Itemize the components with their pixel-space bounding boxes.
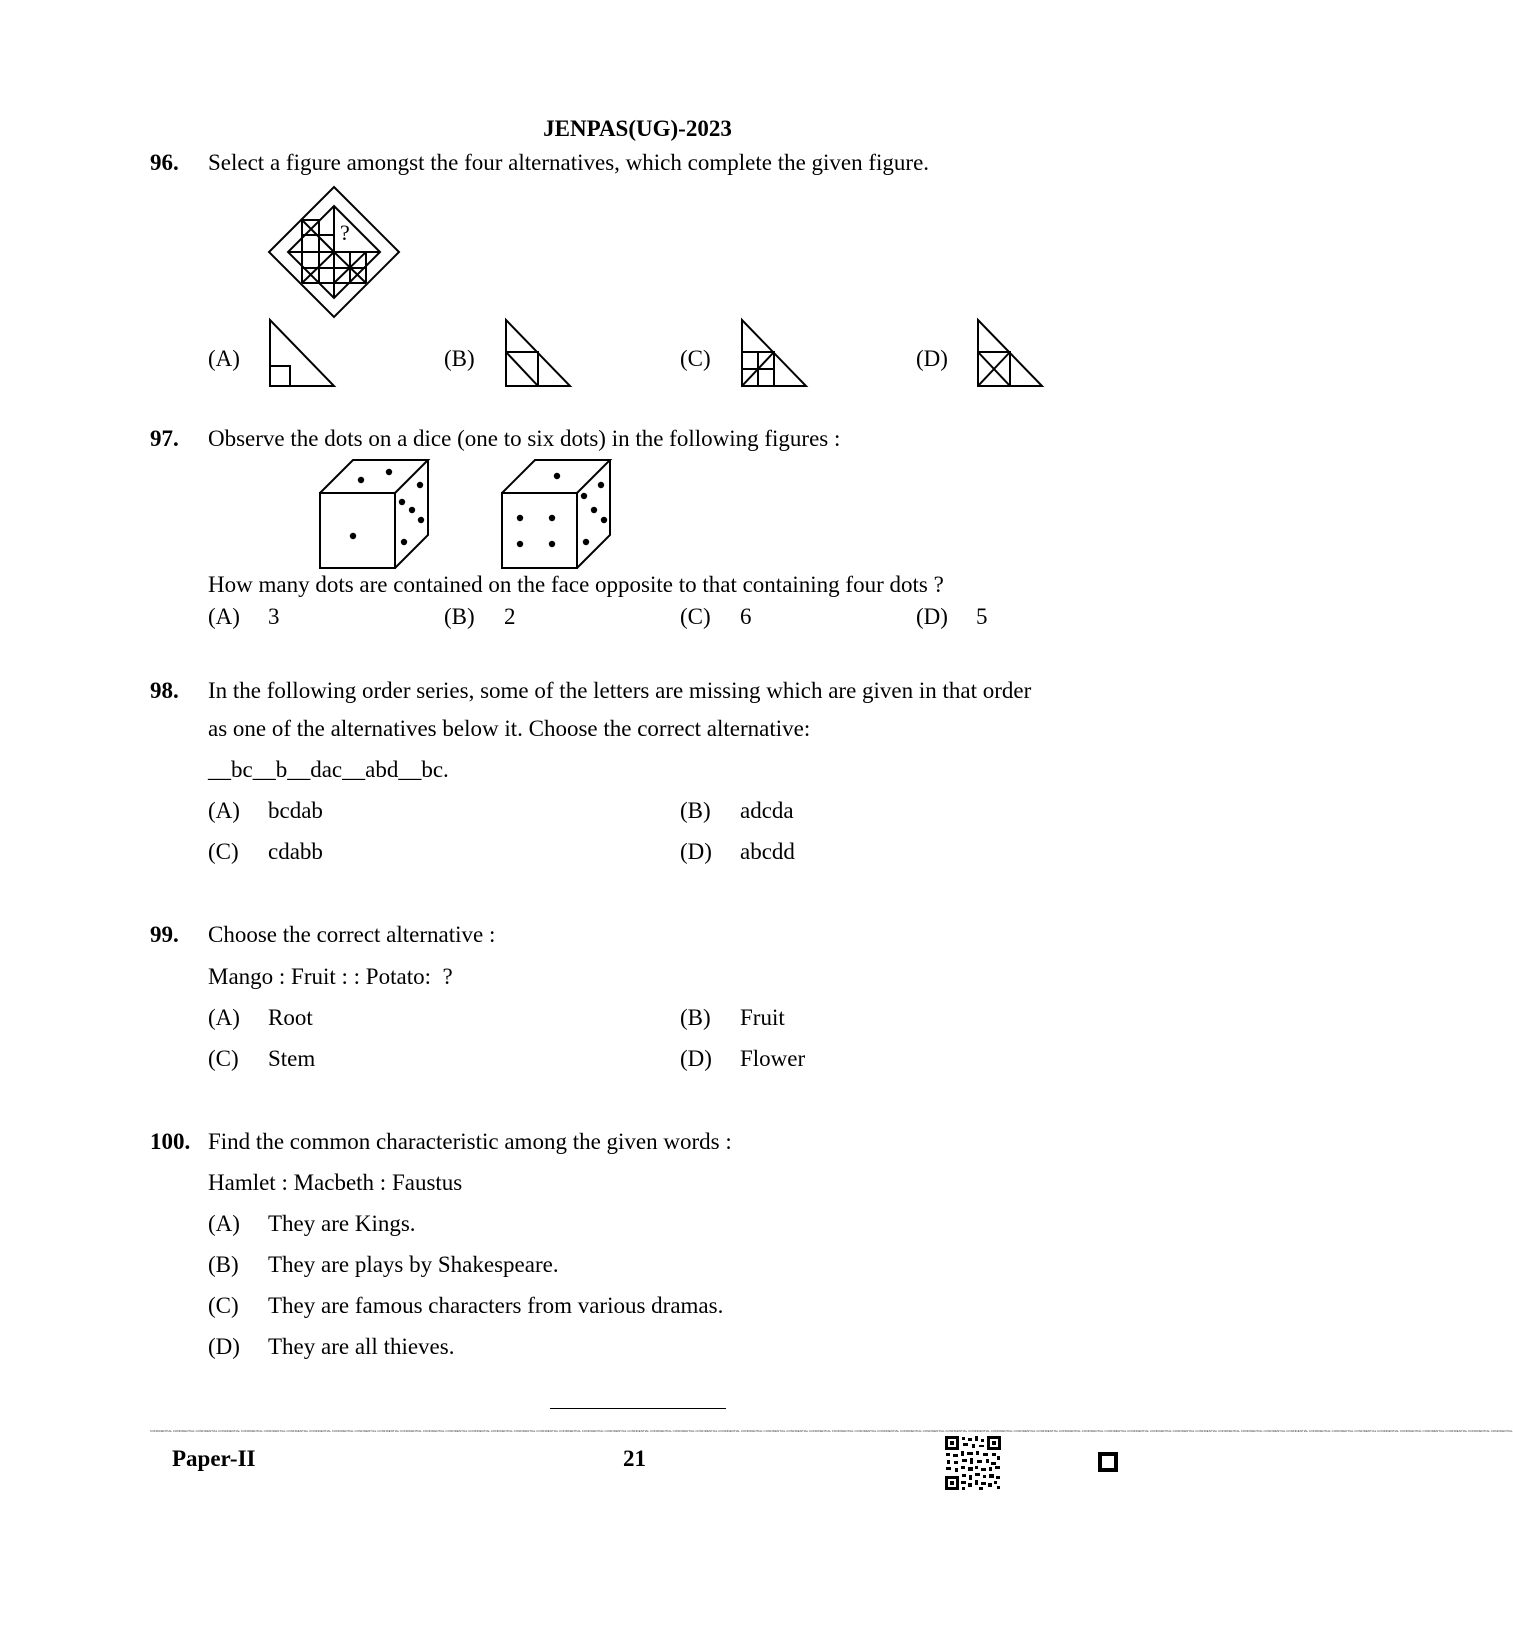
q96-option-b-label[interactable]: (B)	[444, 346, 475, 371]
q98-text-line-1: In the following order series, some of the letters are missing which are given in that order	[208, 678, 1032, 703]
page-header-title: JENPAS(UG)-2023	[543, 116, 732, 141]
q96-option-d-label[interactable]: (D)	[916, 346, 948, 371]
q99-analogy: Mango : Fruit : : Potato: ?	[208, 964, 453, 989]
q98-text-line-2: as one of the alternatives below it. Choose the correct alternative:	[208, 716, 811, 741]
q100-option-c-label[interactable]: (C)	[208, 1293, 239, 1318]
q98-number: 98.	[150, 678, 179, 703]
q100-option-a-label[interactable]: (A)	[208, 1211, 240, 1236]
q99-option-d-label[interactable]: (D)	[680, 1046, 712, 1071]
q98-option-d-label[interactable]: (D)	[680, 839, 712, 864]
q98-option-a-value[interactable]: bcdab	[268, 798, 323, 823]
q96-option-a-figure	[268, 318, 338, 390]
q96-question-mark: ?	[340, 220, 350, 245]
q97-option-c-label[interactable]: (C)	[680, 604, 711, 629]
q100-option-d-label[interactable]: (D)	[208, 1334, 240, 1359]
qr-code-icon	[945, 1436, 1001, 1490]
footer-paper-label: Paper-II	[172, 1446, 256, 1471]
q98-option-c-label[interactable]: (C)	[208, 839, 239, 864]
q99-option-b-value[interactable]: Fruit	[740, 1005, 785, 1030]
confidential-strip: CONFIDENTIAL CONFIDENTIAL CONFIDENTIAL CONFIDENTIAL CONFIDENTIAL CONFIDENTIAL CONFIDENTIAL CONFIDENTIAL CONFIDENTIAL CONFIDENTIAL CONFIDENTIAL CONFIDENTIAL CONFIDENTIAL CONFIDENTIAL CONFIDENTIAL CONFIDENTIAL CONFIDENTIAL CONFIDENTIAL CONFIDENTIAL CONFIDENTIAL CONFIDENTIAL CONFIDENTIAL CONFIDENTIAL CONFIDENTIAL CONFIDENTIAL CONFIDENTIAL CONFIDENTIAL CONFIDENTIAL CONFIDENTIAL CONFIDENTIAL CONFIDENTIAL CONFIDENTIAL CONFIDENTIAL CONFIDENTIAL CONFIDENTIAL CONFIDENTIAL CONFIDENTIAL CONFIDENTIAL CONFIDENTIAL CONFIDENTIAL CONFIDENTIAL CONFIDENTIAL CONFIDENTIAL CONFIDENTIAL CONFIDENTIAL CONFIDENTIAL CONFIDENTIAL CONFIDENTIAL CONFIDENTIAL CONFIDENTIAL CONFIDENTIAL CONFIDENTIAL CONFIDENTIAL CONFIDENTIAL CONFIDENTIAL CONFIDENTIAL CONFIDENTIAL CONFIDENTIAL CONFIDENTIAL CONFIDENTIAL	[150, 1429, 1513, 1433]
q96-option-c-label[interactable]: (C)	[680, 346, 711, 371]
q98-option-c-value[interactable]: cdabb	[268, 839, 323, 864]
q97-option-d-label[interactable]: (D)	[916, 604, 948, 629]
q100-number: 100.	[150, 1129, 191, 1154]
q99-option-a-value[interactable]: Root	[268, 1005, 313, 1030]
q97-option-b-value[interactable]: 2	[504, 604, 516, 629]
q97-dice-2	[500, 458, 612, 570]
q99-option-a-label[interactable]: (A)	[208, 1005, 240, 1030]
q97-text: Observe the dots on a dice (one to six dots) in the following figures :	[208, 426, 841, 451]
q100-text: Find the common characteristic among the given words :	[208, 1129, 732, 1154]
q100-option-c-value[interactable]: They are famous characters from various dramas.	[268, 1293, 724, 1318]
q99-option-c-label[interactable]: (C)	[208, 1046, 239, 1071]
q99-text: Choose the correct alternative :	[208, 922, 496, 947]
q100-option-d-value[interactable]: They are all thieves.	[268, 1334, 455, 1359]
q98-option-a-label[interactable]: (A)	[208, 798, 240, 823]
q96-option-a-label[interactable]: (A)	[208, 346, 240, 371]
q99-number: 99.	[150, 922, 179, 947]
q96-option-b-figure	[504, 318, 574, 390]
q97-option-c-value[interactable]: 6	[740, 604, 752, 629]
q96-option-d-figure	[976, 318, 1046, 390]
footer-page-number: 21	[623, 1446, 646, 1471]
q97-number: 97.	[150, 426, 179, 451]
q96-option-c-figure	[740, 318, 810, 390]
q100-option-b-value[interactable]: They are plays by Shakespeare.	[268, 1252, 559, 1277]
square-marker-icon	[1098, 1452, 1118, 1472]
q98-series: __bc__b__dac__abd__bc.	[208, 757, 449, 782]
q100-option-b-label[interactable]: (B)	[208, 1252, 239, 1277]
q100-words: Hamlet : Macbeth : Faustus	[208, 1170, 463, 1195]
q97-question: How many dots are contained on the face opposite to that containing four dots ?	[208, 572, 944, 597]
q96-main-figure	[268, 185, 403, 318]
end-divider	[550, 1408, 726, 1409]
q100-option-a-value[interactable]: They are Kings.	[268, 1211, 416, 1236]
q97-option-b-label[interactable]: (B)	[444, 604, 475, 629]
q99-option-b-label[interactable]: (B)	[680, 1005, 711, 1030]
q97-option-d-value[interactable]: 5	[976, 604, 988, 629]
q98-option-b-value[interactable]: adcda	[740, 798, 794, 823]
q96-text: Select a figure amongst the four alternatives, which complete the given figure.	[208, 150, 930, 175]
q98-option-b-label[interactable]: (B)	[680, 798, 711, 823]
q97-option-a-label[interactable]: (A)	[208, 604, 240, 629]
q97-dice-1	[318, 458, 430, 570]
q97-option-a-value[interactable]: 3	[268, 604, 280, 629]
q98-option-d-value[interactable]: abcdd	[740, 839, 795, 864]
q96-number: 96.	[150, 150, 179, 175]
q99-option-d-value[interactable]: Flower	[740, 1046, 806, 1071]
q99-option-c-value[interactable]: Stem	[268, 1046, 316, 1071]
